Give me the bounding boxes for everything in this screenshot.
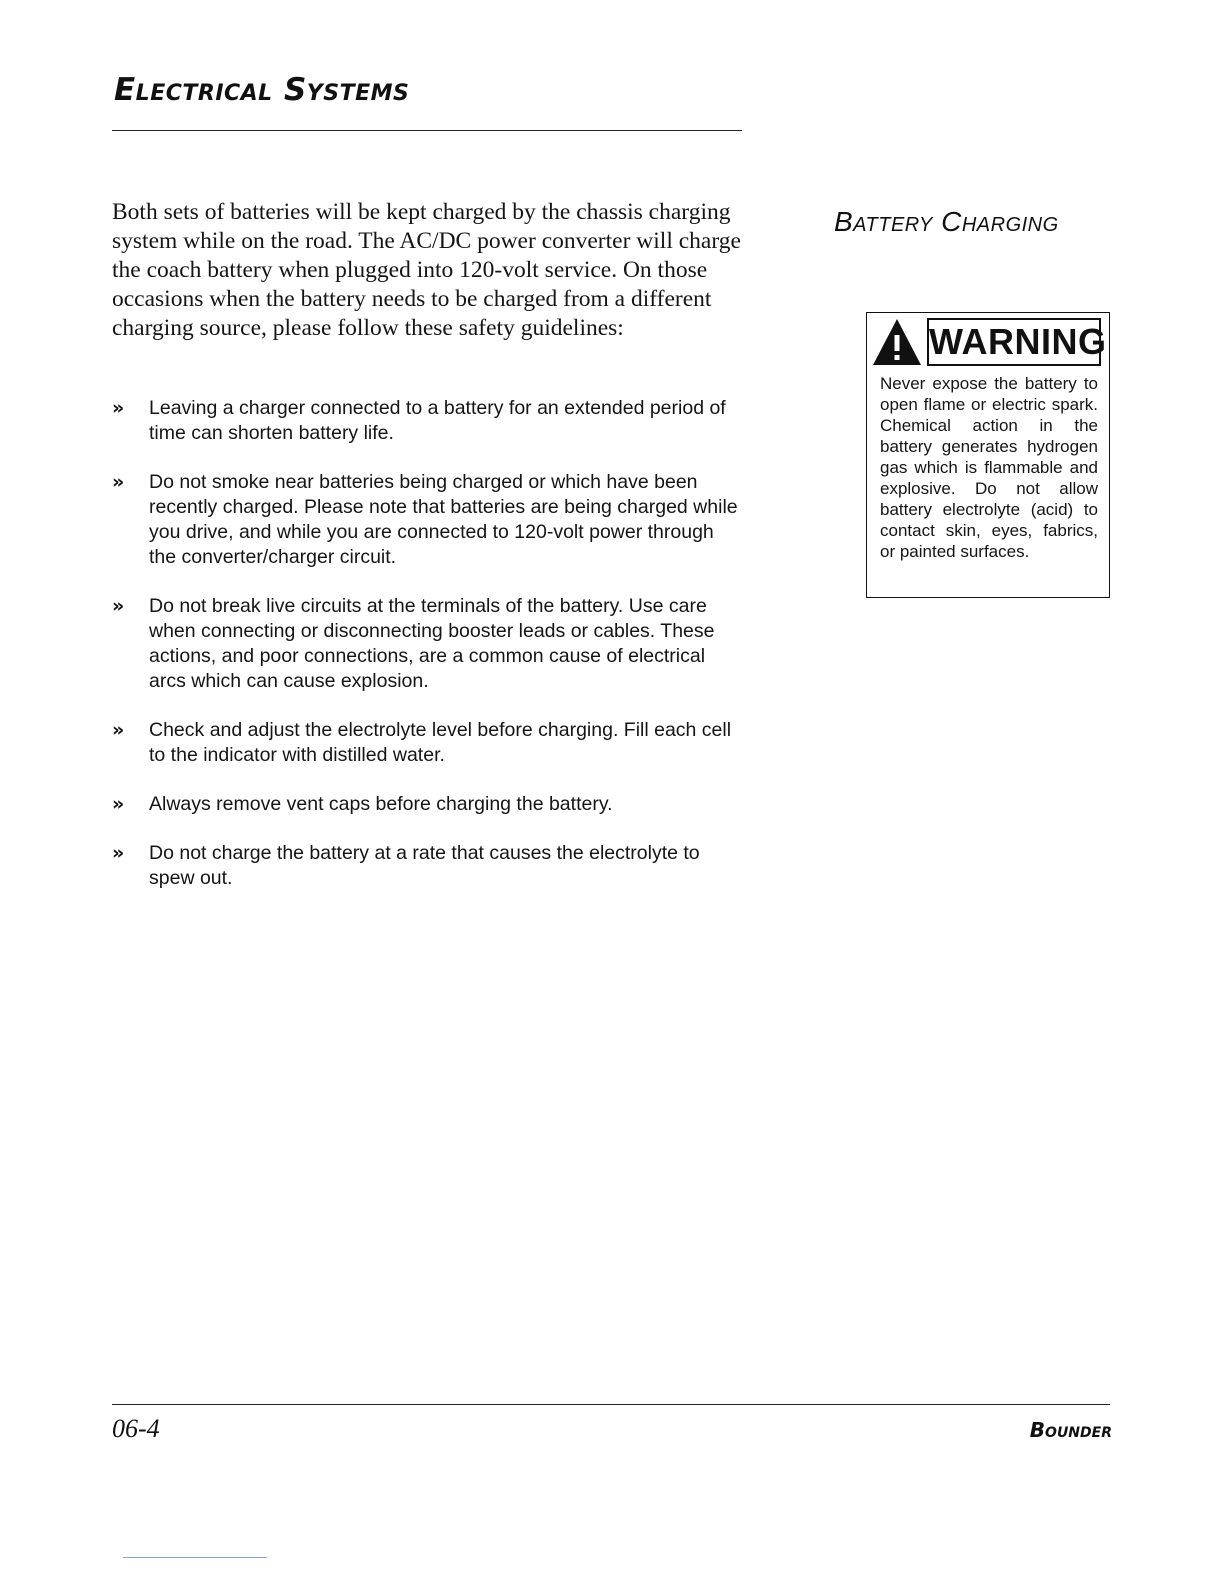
list-item-text: Do not smoke near batteries being charged or which have been recently charged. Please note that batteries are being charged while you drive, and while you are connected to 120-volt power through the converter/charger circuit. (149, 471, 738, 568)
list-item (112, 594, 742, 694)
bullet-marker-icon: » (112, 471, 122, 493)
list-item (112, 792, 742, 817)
safety-guidelines-list (112, 396, 742, 915)
warning-text: Never expose the battery to open flame or electric spark. Chemical action in the battery generates hydrogen gas which is flammable and explosive. Do not allow battery electrolyte (acid) to contact skin, eyes, fabrics, or painted surfaces. (880, 374, 1098, 561)
warning-box (866, 312, 1110, 598)
page-number: 06-4 (112, 1414, 160, 1443)
warning-triangle-icon (871, 315, 927, 367)
list-item-text: Do not charge the battery at a rate that causes the electrolyte to spew out. (149, 842, 700, 889)
list-item-text: Always remove vent caps before charging the battery. (149, 793, 613, 815)
bullet-marker-icon: » (112, 842, 122, 864)
header-divider (112, 130, 742, 131)
page-header-title: Electrical Systems (114, 72, 410, 108)
list-item-text: Leaving a charger connected to a battery for an extended period of time can shorten battery life. (149, 397, 726, 444)
warning-heading: WARNING (927, 318, 1101, 366)
bullet-marker-icon: » (112, 719, 122, 741)
list-item (112, 841, 742, 891)
bullet-marker-icon: » (112, 595, 122, 617)
list-item (112, 718, 742, 768)
bullet-marker-icon: » (112, 793, 122, 815)
list-item-text: Do not break live circuits at the terminals of the battery. Use care when connecting or disconnecting booster leads or cables. These actions, and poor connections, are a common cause of electrical arcs which can cause explosion. (149, 595, 715, 692)
bullet-marker-icon: » (112, 397, 122, 419)
scan-artifact-line (123, 1557, 267, 1558)
list-item (112, 396, 742, 446)
footer-divider (112, 1404, 1110, 1405)
list-item-text: Check and adjust the electrolyte level before charging. Fill each cell to the indicator with distilled water. (149, 719, 732, 766)
section-title: Battery Charging (834, 206, 1059, 237)
intro-paragraph: Both sets of batteries will be kept charged by the chassis charging system while on the road. The AC/DC power converter will charge the coach battery when plugged into 120-volt service. On those occasions when the battery needs to be charged from a different charging source, please follow these safety guidelines: (112, 199, 741, 341)
list-item (112, 470, 742, 570)
footer-brand: Bounder (1029, 1418, 1112, 1442)
